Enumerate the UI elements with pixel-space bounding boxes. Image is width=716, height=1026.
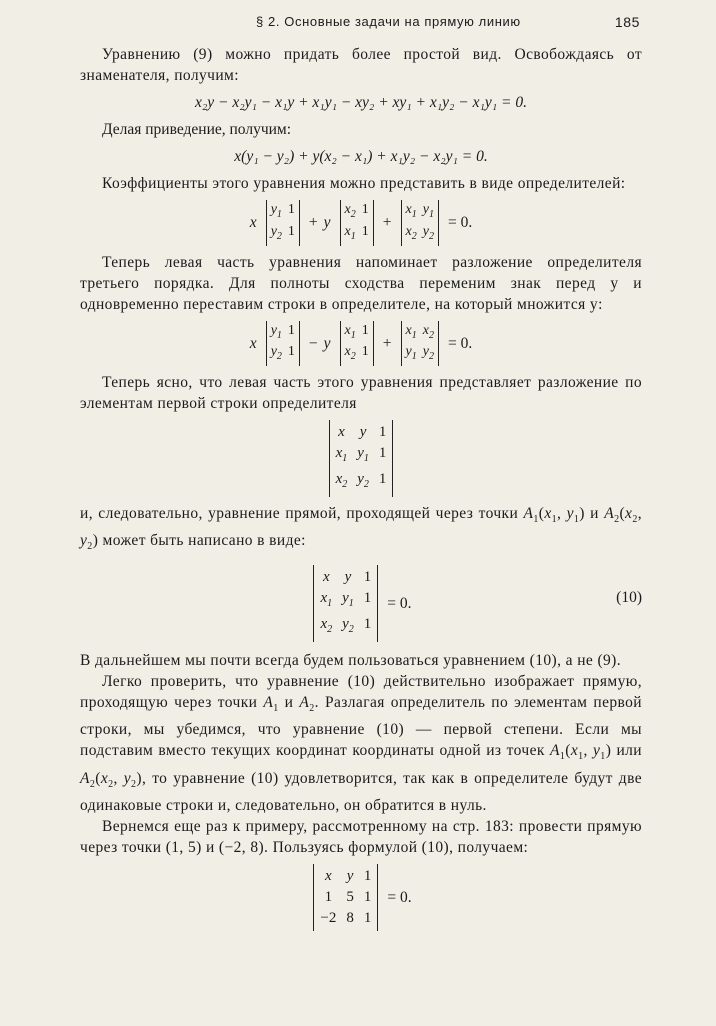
page-body [80, 44, 642, 937]
example-det-cell: 1 [363, 867, 372, 884]
paragraph-8-part-a: Легко проверить, что уравнение (10) действительно изображает прямую, проходящую через точки [80, 673, 642, 712]
example-det-cell: −2 [320, 909, 337, 926]
equation-expanded: x₂y − x₂y₁ − x₁y + x₁y₁ − xy₂ + xy₁ + x₁y₂ − x₁y₁ = 0. [194, 94, 528, 111]
example-det-cell: y [346, 867, 354, 884]
paragraph-8: Легко проверить, что уравнение (10) действительно изображает прямую, проходящую через точки $A_1$ и $A_2$. Разлагая определитель по элементам первой строки, мы убедимся, что уравнение (10) — первой степени. Если мы подставим вместо текущих координат координаты одной из точек $A_1(x_1$, $y_1$) или $A_2(x_2$, $y_2$), то уравнение (10) удовлетворится, так как в определителе будут две одинаковые строки и, следовательно, он обратится в нуль. [80, 673, 642, 814]
paragraph-9: Вернемся еще раз к примеру, рассмотренному на стр. 183: провести прямую через точки (1, 5) и (−2, 8). Пользуясь формулой (10), получаем: [80, 817, 642, 856]
example-det-cell: 5 [346, 888, 354, 905]
example-determinant [313, 864, 378, 931]
paragraph-8-part-b: Разлагая определитель по элементам первой строки, мы убедимся, что уравнение (10) — первой степени. Если мы подставим вместо текущих координат координаты одной из точек [80, 694, 642, 760]
paragraph-6-start: и, следовательно, уравнение прямой, проходящей через точки [80, 505, 519, 523]
paragraph-3: Коэффициенты этого уравнения можно представить в виде определителей: [102, 175, 626, 192]
paragraph-5: Теперь ясно, что левая часть этого уравнения представляет разложение по элементам первой строки определителя [80, 374, 642, 413]
paragraph-6: и, следовательно, уравнение прямой, проходящей через точки $A_1(x_1$, $y_1$) и $A_2(x_2$, $y_2$) может быть написано в виде: [80, 505, 642, 553]
equation-determinants-1: x $y_1$ 1 $y_2$ 1 + y $x_2$ 1 $x_1$ 1 + $x_1$ $y_1$ $x_2$ $y_2$ = 0. [80, 200, 642, 246]
example-det-cell: 1 [324, 888, 333, 905]
paragraph-8-part-c: то уравнение (10) удовлетворится, так как в определителе будут две одинаковые строки и, следовательно, он обратится в нуль. [80, 769, 642, 814]
paragraph-6-end: может быть написано в виде: [102, 532, 306, 550]
equation-10: x y 1 $x_1$ $y_1$ 1 $x_2$ $y_2$ 1 = 0. (10) [80, 565, 642, 642]
example-det-cell: 8 [346, 909, 354, 926]
paragraph-4: Теперь левая часть уравнения напоминает разложение определителя третьего порядка. Для полноты сходства переменим знак перед y и одновременно переставим строки в определителе, на который множится y: [80, 253, 642, 313]
page-number: 185 [614, 14, 640, 30]
determinant-third-order: x y 1 $x_1$ $y_1$ 1 $x_2$ $y_2$ 1 [80, 420, 642, 497]
header-title: § 2. Основные задачи на прямую линию [256, 14, 521, 29]
paragraph-7: В дальнейшем мы почти всегда будем пользоваться уравнением (10), а не (9). [80, 652, 621, 670]
equation-number: (10) [616, 589, 642, 607]
example-det-cell: 1 [363, 888, 372, 905]
equation-determinants-2: x $y_1$ 1 $y_2$ 1 − y $x_1$ 1 $x_2$ 1 + $x_1$ $x_2$ $y_1$ $y_2$ = 0. [80, 321, 642, 367]
equation-reduced: x(y₁ − y₂) + y(x₂ − x₁) + x₁y₂ − x₂y₁ = 0. [234, 148, 488, 165]
paragraph-2: Делая приведение, получим: [102, 121, 292, 138]
equation-example: x y 1 1 5 1 −2 8 1 = 0. [80, 864, 642, 931]
example-det-cell: x [325, 867, 332, 884]
example-det-cell: 1 [363, 909, 372, 926]
paragraph-1: Уравнению (9) можно придать более простой вид. Освобождаясь от знаменателя, получим: [80, 46, 642, 84]
